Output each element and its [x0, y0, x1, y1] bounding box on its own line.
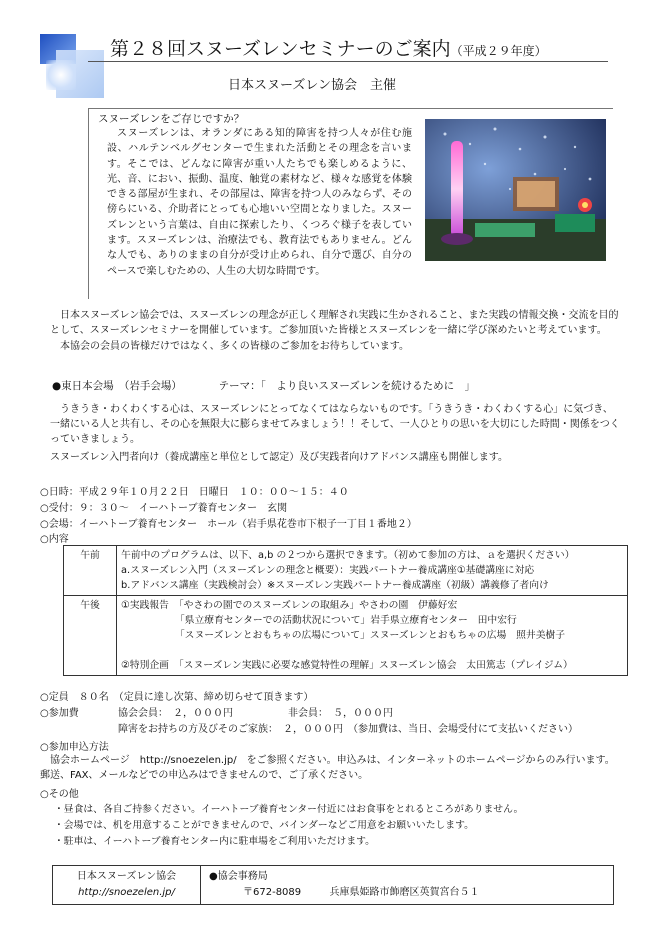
intro-body: スヌーズレンは、オランダにある知的障害を持つ人々が住む施設、ハルテンベルグセンターで生まれた活動とその理念を言います。そこでは、どんなに障害が重い人たちでも楽しめるように、光、音、におい、振動、温度、触覚の素材など、様々な感覚を体験できる部屋が生まれ、その部屋は、障害を持つ人のみならず、その傍らにいる、介助者にとっても心地いい空間となりました。スヌーズレンという言葉は、自由に探索したり、くつろぐ様子を表しています。スヌーズレンは、治療法でも、教育法でもありません。どんな人でも、ありのままの自分が受け止められ、自分で選び、自分のペースで楽しむための、人生の大切な時間です。 — [107, 128, 412, 277]
pm-line: 「県立療育センターでの活動状況について」岩手県立療育センター 田中宏行 — [121, 615, 517, 626]
organizer: 日本スヌーズレン協会 主催 — [228, 78, 397, 93]
event-place: ○会場：イーハトーブ養育センター ホール（岩手県花巻市下根子一丁目１番地２） — [40, 519, 417, 530]
pm-content — [117, 596, 628, 676]
other-heading: ○その他 — [40, 789, 79, 800]
footer-org: 日本スヌーズレン協会 — [76, 871, 177, 882]
pm-label: 午後 — [64, 596, 117, 676]
title-year: （平成２９年度） — [450, 44, 547, 58]
footer-office-heading: ●協会事務局 — [209, 871, 268, 882]
am-line: 午前中のプログラムは、以下、a,b の２つから選択できます。（初めて参加の方は、ａを選択ください） — [121, 550, 575, 561]
footer-postal: 〒672-8089 — [243, 887, 302, 898]
footer-box — [52, 865, 614, 905]
venue-heading: ●東日本会場 （岩手会場） テーマ：「 より良いスヌーズレンを続けるために 」 — [52, 380, 476, 392]
association-text-1: 日本スヌーズレン協会では、スヌーズレンの理念が正しく理解され実践に生かされること、また実践の情報交換・交流を目的として、スヌーズレンセミナーを開催しています。ご参加頂いた皆様とスヌーズレンを一緒に学び深めたいと考えています。 — [50, 310, 619, 336]
fee-label: ○参加費 — [40, 708, 79, 719]
footer-url[interactable]: http://snoezelen.jp/ — [78, 887, 175, 898]
intro-question: スヌーズレンをご存じですか？ — [98, 113, 245, 125]
program-table — [63, 545, 628, 676]
pm-line: ①実践報告 「やさわの園でのスヌーズレンの取組み」やさわの園 伊藤好宏 — [121, 600, 458, 611]
fee-disabled: 障害をお持ちの方及びそのご家族： ２，０００円 （参加費は、当日、会場受付にて支払いください） — [118, 724, 578, 735]
venue-text: うきうき・わくわくする心は、スヌーズレンにとってなくてはならないものです。「うきうき・わくわくする心」に気づき、一緒にいる人と共有し、その心を無限大に膨らませてみましょう！！そして、一人ひとりの思いを大切にした時間・関係をつくっていきましょう。 — [50, 404, 620, 445]
venue-note: スヌーズレン入門者向け（養成講座と単位として認定）及び実践者向けアドバンス講座も開催します。 — [50, 452, 508, 463]
am-content — [117, 546, 628, 596]
event-date: ○日時：平成２９年１０月２２日 日曜日 １０：００～１５：４０ — [40, 487, 349, 498]
apply-text: 協会ホームページ http://snoezelen.jp/ をご参照ください。申込みは、インターネットのホームページからのみ行います。郵送、FAX、メールなどでの申込みはできませんので、ご了承ください。 — [40, 755, 615, 781]
apply-heading: ○参加申込方法 — [40, 742, 109, 753]
other-item: ・会場では、机を用意することができませんので、バインダーなどご用意をお願いいたします。 — [54, 820, 474, 831]
am-line: a.スヌーズレン入門（スヌーズレンの理念と概要）：実践パートナー養成講座①基礎講座に対応 — [121, 565, 535, 576]
footer-org-cell — [53, 866, 201, 904]
snoezelen-room-photo — [425, 119, 606, 261]
capacity: ○定員 ８０名 （定員に達し次第、締め切らせて頂きます） — [40, 692, 314, 703]
pm-line: ②特別企画 「スヌーズレン実践に必要な感覚特性の理解」スヌーズレン協会 太田篤志（プレイジム） — [121, 660, 573, 671]
footer-office-cell — [203, 866, 613, 904]
footer-address-line — [209, 885, 613, 901]
decor-square-glow — [46, 60, 76, 90]
am-label: 午前 — [64, 546, 117, 596]
am-line: b.アドバンス講座（実践検討会）※スヌーズレン実践パートナー養成講座（初級）講義修了者向け — [121, 580, 549, 591]
pm-line: 「スヌーズレンとおもちゃの広場について」スヌーズレンとおもちゃの広場 照井美樹子 — [121, 630, 566, 641]
other-item: ・駐車は、イーハトーブ養育センター内に駐車場をご利用いただけます。 — [54, 836, 375, 847]
footer-address: 兵庫県姫路市飾磨区英賀宮台５１ — [329, 887, 480, 898]
fee-member: 協会会員： ２，０００円 — [118, 708, 233, 719]
other-item: ・昼食は、各自ご持参ください。イーハトーブ養育センター付近にはお食事をとれるところがありません。 — [54, 804, 524, 815]
page-title: 第２８回スヌーズレンセミナーのご案内（平成２９年度） — [110, 38, 547, 60]
pm-line — [121, 643, 623, 658]
title-divider — [88, 61, 608, 62]
program-row-am — [64, 546, 628, 596]
content-heading: ○内容 — [40, 534, 69, 545]
program-row-pm — [64, 596, 628, 676]
association-text-2: 本協会の会員の皆様だけではなく、多くの皆様のご参加をお待ちしています。 — [60, 341, 409, 352]
fee-nonmember: 非会員： ５，０００円 — [288, 708, 393, 719]
event-reception: ○受付：９：３０～ イーハトーブ養育センター 玄関 — [40, 503, 288, 514]
